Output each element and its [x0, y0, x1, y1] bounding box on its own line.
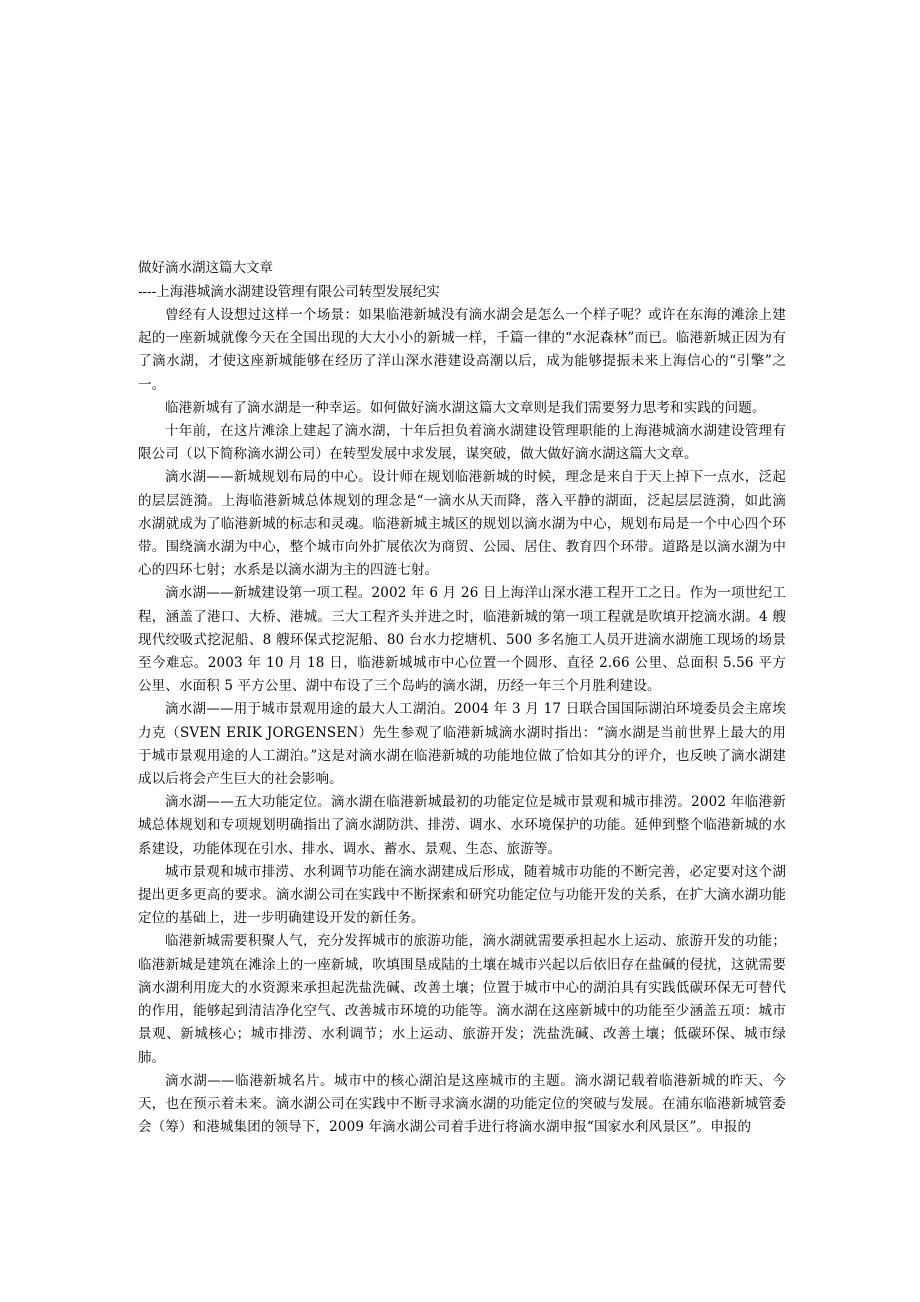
paragraph: 滴水湖——新城建设第一项工程。2002 年 6 月 26 日上海洋山深水港工程开工之日。作为一项世纪工程，涵盖了港口、大桥、港城。三大工程齐头并进之时，临港新城的第一项工程就是吹填开挖滴水湖。4 艘现代绞吸式挖泥船、8 艘环保式挖泥船、80 台水力挖塘机、500 多名施工人员开进滴水湖施工现场的场景至今难忘。2003 年 10 月 18 日，临港新城城市中心位置一个圆形、直径 2.66 公里、总面积 5.56 平方公里、水面积 5 平方公里、湖中布设了三个岛屿的滴水湖，历经一年三个月胜利建设。 [138, 585, 786, 695]
document-page [138, 256, 786, 1139]
document-subtitle: ----上海港城滴水湖建设管理有限公司转型发展纪实 [138, 284, 440, 300]
paragraph: 滴水湖——临港新城名片。城市中的核心湖泊是这座城市的主题。滴水湖记载着临港新城的昨天、今天，也在预示着未来。滴水湖公司在实践中不断寻求滴水湖的功能定位的突破与发展。在浦东临港新城管委会（筹）和港城集团的领导下，2009 年滴水湖公司着手进行将滴水湖申报“国家水利风景区”。申报的 [138, 1072, 786, 1136]
paragraph: 临港新城有了滴水湖是一种幸运。如何做好滴水湖这篇大文章则是我们需要努力思考和实践的问题。 [165, 399, 766, 416]
paragraph: 曾经有人设想过这样一个场景：如果临港新城没有滴水湖会是怎么一个样子呢？或许在东海的滩涂上建起的一座新城就像今天在全国出现的大大小小的新城一样，千篇一律的“水泥森林”而已。临港新城正因为有了滴水湖，才使这座新城能够在经历了洋山深水港建设高潮以后，成为能够提振未来上海信心的“引擎”之一。 [138, 307, 786, 393]
paragraph: 滴水湖——用于城市景观用途的最大人工湖泊。2004 年 3 月 17 日联合国国际湖泊环境委员会主席埃力克（SVEN ERIK JORGENSEN）先生参观了临港新城滴水湖时指出：“滴水湖是当前世界上最大的用于城市景观用途的人工湖泊。”这是对滴水湖在临港新城的功能地位做了恰如其分的评介，也反映了滴水湖建成以后将会产生巨大的社会影响。 [138, 701, 786, 788]
paragraph: 滴水湖——五大功能定位。滴水湖在临港新城最初的功能定位是城市景观和城市排涝。2002 年临港新城总体规划和专项规划明确指出了滴水湖防洪、排涝、调水、水环境保护的功能。延伸到整个临港新城的水系建设，功能体现在引水、排水、调水、蓄水、景观、生态、旅游等。 [138, 794, 786, 857]
paragraph: 城市景观和城市排涝、水利调节功能在滴水湖建成后形成，随着城市功能的不断完善，必定要对这个湖提出更多更高的要求。滴水湖公司在实践中不断探索和研究功能定位与功能开发的关系，在扩大滴水湖功能定位的基础上，进一步明确建设开发的新任务。 [138, 863, 786, 927]
paragraph: 滴水湖——新城规划布局的中心。设计师在规划临港新城的时候，理念是来自于天上掉下一点水，泛起的层层涟漪。上海临港新城总体规划的理念是“一滴水从天而降，落入平静的湖面，泛起层层涟漪，如此滴水湖就成为了临港新城的标志和灵魂。临港新城主城区的规划以滴水湖为中心，规划布局是一个中心四个环带。围绕滴水湖为中心，整个城市向外扩展依次为商贸、公园、居住、教育四个环带。道路是以滴水湖为中心的四环七射；水系是以滴水湖为主的四涟七射。 [138, 469, 786, 579]
paragraph: 临港新城需要积聚人气，充分发挥城市的旅游功能，滴水湖就需要承担起水上运动、旅游开发的功能；临港新城是建筑在滩涂上的一座新城，吹填围垦成陆的土壤在城市兴起以后依旧存在盐碱的侵扰，这就需要滴水湖利用庞大的水资源来承担起洗盐洗碱、改善土壤；位置于城市中心的湖泊具有实践低碳环保无可替代的作用，能够起到清洁净化空气、改善城市环境的功能等。滴水湖在这座新城中的功能至少涵盖五项：城市景观、新城核心；城市排涝、水利调节；水上运动、旅游开发；洗盐洗碱、改善土壤；低碳环保、城市绿肺。 [138, 933, 786, 1066]
document-title: 做好滴水湖这篇大文章 [138, 260, 273, 276]
paragraph: 十年前，在这片滩涂上建起了滴水湖，十年后担负着滴水湖建设管理职能的上海港城滴水湖建设管理有限公司（以下简称滴水湖公司）在转型发展中求发展，谋突破，做大做好滴水湖这篇大文章。 [138, 423, 786, 463]
